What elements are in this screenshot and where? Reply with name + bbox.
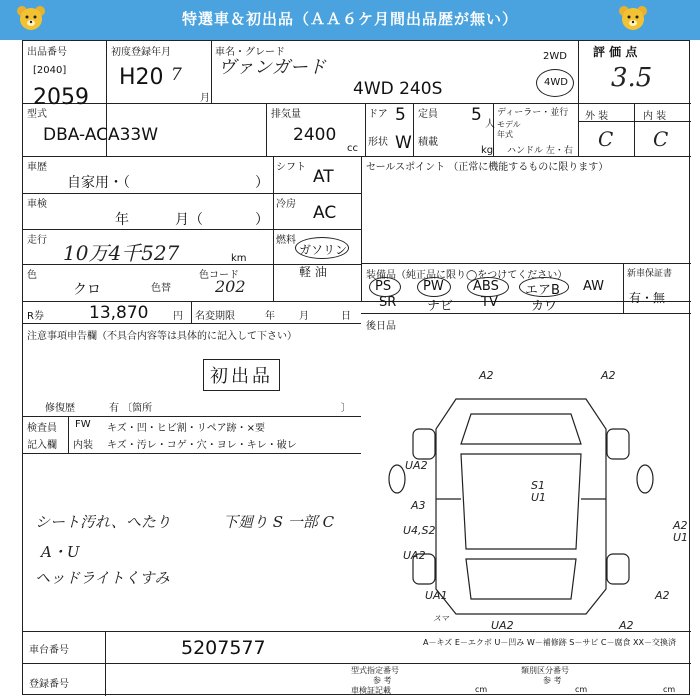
color-change-label: 色替	[151, 283, 171, 294]
equip-abs: ABS	[473, 279, 499, 294]
lot-sub-number: [2040]	[33, 65, 67, 76]
capacity-label: 定員	[418, 109, 438, 120]
shape-value: W	[395, 133, 412, 153]
shaken-year: 年	[115, 212, 129, 228]
field-cm-2: cm	[575, 685, 588, 694]
int-value: C	[653, 127, 669, 151]
type-label: 型式	[27, 109, 47, 120]
damage-mark: S1	[531, 479, 545, 492]
damage-mark: A2	[655, 589, 670, 602]
equip-navi: ナビ	[427, 299, 454, 314]
fw-label: FW	[75, 419, 91, 430]
equip-aw: AW	[583, 279, 605, 294]
recycle-value: 13,870	[89, 303, 149, 323]
warranty-label: 新車保証書	[627, 269, 673, 279]
chassis-value: 5207577	[181, 637, 266, 659]
load-unit: kg	[481, 145, 494, 156]
type-value: DBA-ACA33W	[43, 125, 159, 145]
car-outline	[389, 399, 653, 614]
first-reg-month-unit: 月	[200, 93, 210, 104]
title-banner	[0, 0, 700, 40]
drive-2wd: 2WD	[543, 51, 567, 62]
damage-mark: U1	[673, 531, 689, 544]
displacement-label: 排気量	[271, 109, 301, 120]
aircon-value: AC	[313, 203, 337, 223]
damage-diagram	[361, 359, 691, 631]
model-grade: 4WD 240S	[353, 79, 443, 99]
notes-label: 注意事項申告欄（不具合内容等は具体的に記入して下さい）	[27, 331, 297, 342]
equip-airbag-circle	[519, 277, 569, 297]
first-reg-label: 初度登録年月	[111, 47, 171, 58]
first-listing-stamp: 初出品	[203, 359, 280, 391]
equip-pw: PW	[423, 279, 444, 294]
field-ref-1: 参 考	[373, 676, 392, 685]
fw-items: キズ・凹・ヒビ割・リペア跡・×要	[107, 423, 265, 434]
banner-title: 特選車＆初出品（ＡＡ６ケ月間出品歴が無い）	[181, 10, 518, 28]
equip-airbag: エアB	[525, 283, 560, 298]
meigi-year: 年	[265, 311, 275, 322]
interior-label: 内装	[73, 440, 93, 451]
meigi-label: 名変期限	[195, 311, 235, 322]
capacity-unit: 人	[485, 119, 495, 130]
damage-mark: スマ	[433, 614, 449, 623]
recycle-unit: 円	[173, 311, 183, 322]
dealer-model-label: モデル	[497, 120, 521, 129]
first-reg-month: 7	[171, 65, 182, 85]
lot-number: 2059	[33, 85, 89, 110]
meigi-day: 日	[341, 311, 351, 322]
shaken-month: 月（	[175, 212, 203, 228]
drive-4wd-circle	[536, 69, 574, 97]
first-reg-era: H20	[119, 65, 164, 90]
drive-4wd: 4WD	[544, 77, 568, 88]
damage-marks	[403, 369, 688, 631]
damage-mark: U4,S2	[403, 524, 436, 537]
repair-value: 有 〔箇所	[109, 403, 153, 414]
score-value: 3.5	[611, 63, 653, 93]
fuel-gas-circle	[295, 237, 349, 259]
doors-label: ドア	[368, 109, 388, 120]
field-cm-1: cm	[475, 685, 488, 694]
history-value: 自家用・（	[67, 175, 130, 191]
inspector-label: 検査員	[27, 423, 57, 434]
history-label: 車歴	[27, 162, 47, 173]
shift-value: AT	[313, 167, 334, 187]
teddy-bear-icon	[14, 3, 48, 37]
doors-value: 5	[395, 105, 406, 125]
fuel-gas: ガソリン	[299, 243, 348, 257]
model-label: 車名・グレード	[215, 47, 285, 58]
inspection-sheet	[22, 40, 690, 695]
damage-legend: A－キズ E－エクボ U－凹み W－補修跡 S－サビ C－腐食 XX－交換済	[423, 638, 677, 647]
mileage-label: 走行	[27, 235, 47, 246]
damage-mark: A2	[673, 519, 688, 532]
capacity-value: 5	[471, 105, 482, 125]
displacement-value: 2400	[293, 125, 337, 145]
fuel-label: 燃料	[276, 235, 296, 246]
shaken-label: 車検	[27, 199, 47, 210]
dealer-label: ディーラー・並行	[497, 108, 569, 118]
damage-mark: A2	[601, 369, 616, 382]
equip-abs-circle	[467, 277, 509, 297]
shift-label: シフト	[276, 162, 306, 173]
shaken-close: ）	[255, 212, 269, 228]
displacement-unit: cc	[347, 143, 358, 154]
shape-label: 形状	[368, 137, 388, 148]
interior-items: キズ・汚レ・コゲ・穴・ヨレ・キレ・破レ	[107, 440, 297, 451]
inspector-label-2: 記入欄	[27, 440, 57, 451]
remark-right: 下廻り S 一部 C	[223, 513, 335, 531]
field-type-designation: 型式指定番号	[351, 666, 399, 675]
sales-label: セールスポイント （正常に機能するものに限ります）	[366, 162, 609, 173]
damage-mark: A2	[619, 619, 634, 631]
lot-number-label: 出品番号	[27, 47, 67, 58]
repair-label: 修復歴	[45, 403, 75, 414]
remark-line-3: ヘッドライトくすみ	[35, 569, 170, 587]
damage-mark: A2	[479, 369, 494, 382]
field-cm-3: cm	[663, 685, 676, 694]
equip-sr: SR	[379, 295, 397, 310]
warranty-value: 有・無	[629, 291, 666, 305]
equip-leather: カワ	[531, 299, 558, 314]
damage-mark: UA2	[491, 619, 514, 631]
equip-ps: PS	[375, 279, 392, 294]
remark-line-2: A・U	[41, 543, 80, 561]
mileage-value: 10万4千527	[63, 241, 180, 265]
dealer-year-label: 年式	[497, 130, 513, 139]
teddy-bear-icon	[616, 3, 650, 37]
model-name: ヴァンガード	[218, 57, 326, 78]
field-class-number: 類別区分番号	[521, 666, 569, 675]
color-label: 色	[27, 270, 37, 281]
equip-label: 装備品（純正品に限り◯をつけてください）	[366, 270, 568, 281]
fuel-light: 軽 油	[299, 265, 327, 279]
registration-label: 登録番号	[29, 679, 69, 690]
field-ref-2: 参 考	[543, 676, 562, 685]
score-label: 評 価 点	[593, 45, 638, 59]
damage-mark: A3	[411, 499, 426, 512]
goodpoint-label: 後日品	[366, 321, 396, 332]
history-close: ）	[255, 175, 269, 191]
equip-ps-circle	[369, 277, 401, 297]
mileage-unit: km	[231, 253, 247, 264]
color-value: クロ	[73, 282, 101, 298]
remark-line-1: シート汚れ、へたり	[35, 513, 171, 531]
aircon-label: 冷房	[276, 199, 296, 210]
damage-mark: UA2	[403, 549, 426, 562]
int-label: 内 装	[643, 111, 667, 122]
chassis-label: 車台番号	[29, 645, 69, 656]
color-code-value: 202	[215, 277, 246, 296]
equip-pw-circle	[417, 277, 451, 297]
damage-mark: U1	[531, 491, 547, 504]
color-code-label: 色コード	[199, 270, 239, 281]
field-shaken-note: 車検証記載	[351, 686, 391, 695]
meigi-month: 月	[299, 311, 309, 322]
ext-value: C	[598, 127, 614, 151]
recycle-label: R券	[27, 311, 44, 322]
equip-tv: TV	[481, 295, 498, 310]
handle-label: ハンドル 左・右	[507, 146, 573, 156]
damage-mark: UA2	[405, 459, 428, 472]
repair-close: 〕	[341, 403, 351, 414]
load-label: 積載	[418, 137, 438, 148]
damage-mark: UA1	[425, 589, 448, 602]
ext-label: 外 装	[585, 111, 609, 122]
